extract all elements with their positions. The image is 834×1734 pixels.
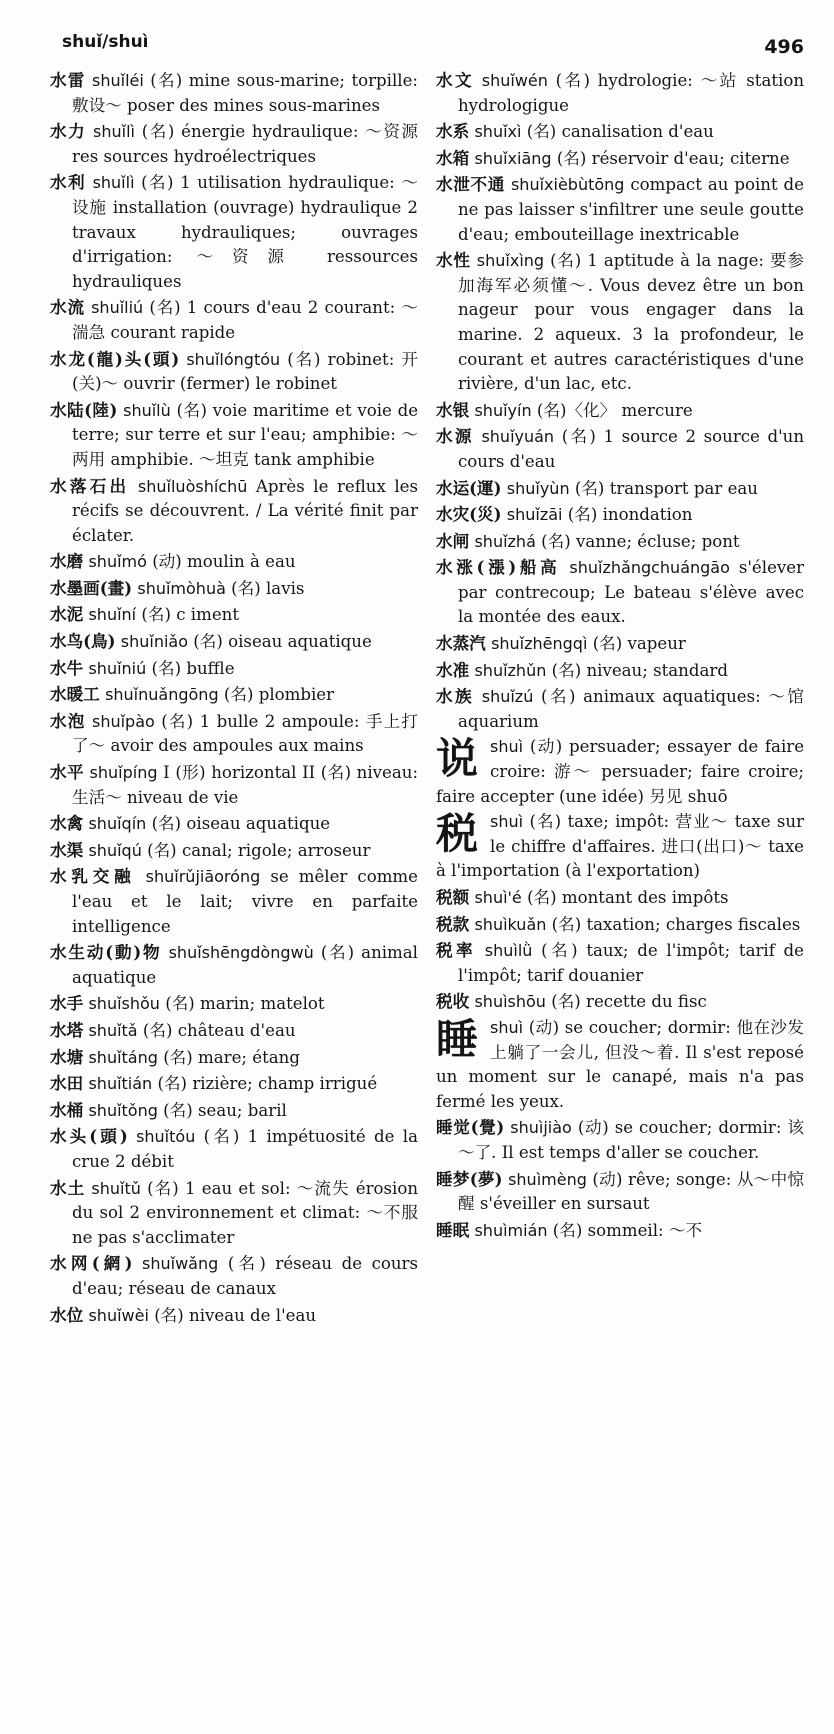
- dictionary-entry: [50, 119, 419, 169]
- entry-headword: 水涨(漲)船高: [436, 557, 561, 578]
- entry-definition: canalisation d'eau: [561, 122, 714, 142]
- entry-pinyin: shuǐtáng: [88, 1047, 158, 1067]
- entry-headword: 水塘: [50, 1046, 84, 1067]
- entry-headword: 水文: [436, 70, 475, 90]
- entry-part-of-speech: (名): [147, 1178, 179, 1198]
- entry-part-of-speech: (名)〈化〉: [536, 400, 617, 420]
- entry-part-of-speech: (名): [157, 1074, 188, 1094]
- entry-headword: 水牛: [50, 657, 84, 678]
- dictionary-entry: [436, 502, 804, 528]
- dictionary-entry: [50, 760, 419, 810]
- entry-definition: mine sous-marine; torpille: 敷设～ poser des mines sous-marines: [72, 71, 418, 115]
- entry-headword: 睡梦(夢): [436, 1168, 503, 1189]
- entry-headword: 水闸: [436, 530, 470, 551]
- entry-definition: transport par eau: [609, 478, 758, 498]
- entry-part-of-speech: (名): [163, 1100, 193, 1120]
- entry-definition: animaux aquatiques: ～馆 aquarium: [458, 687, 805, 731]
- entry-definition: horizontal II (名) niveau: 生活～ niveau de vie: [72, 763, 419, 807]
- entry-pinyin: shuǐléi: [92, 71, 144, 90]
- entry-part-of-speech: (名): [176, 400, 207, 420]
- dictionary-entry: [50, 811, 418, 837]
- dictionary-entry: [50, 398, 419, 473]
- entry-part-of-speech: (名): [541, 687, 576, 707]
- entry-headword: 水利: [50, 172, 86, 193]
- entry-part-of-speech: (名): [150, 71, 183, 90]
- entry-definition: 1 cours d'eau 2 courant: ～湍急 courant rapide: [72, 298, 418, 342]
- entry-definition: se coucher; dormir: 该～了. Il est temps d'aller se coucher.: [458, 1118, 805, 1162]
- entry-definition: robinet: 开(关)～ ouvrir (fermer) le robinet: [72, 349, 419, 394]
- entry-definition: rêve; songe: 从～中惊醒 s'éveiller en sursaut: [458, 1169, 805, 1214]
- entry-definition: compact au point de ne pas laisser s'infiltrer une seule goutte d'eau; embouteillage inextricable: [458, 175, 804, 244]
- entry-pinyin: shuǐmó: [88, 552, 147, 572]
- entry-headword: 水银: [436, 399, 470, 420]
- entry-headword: 水禽: [50, 813, 84, 834]
- entry-part-of-speech: (名): [165, 994, 195, 1014]
- entry-part-of-speech: (名): [541, 531, 571, 551]
- entry-pinyin: shuǐluòshíchū: [137, 476, 248, 496]
- entry-definition: niveau; standard: [586, 660, 728, 680]
- entry-pinyin: shuǐtǔ: [91, 1178, 141, 1198]
- entry-pinyin: shuǐxìng: [476, 251, 545, 271]
- entry-definition: moulin à eau: [187, 552, 296, 572]
- dictionary-entry: [436, 1167, 805, 1217]
- entry-headword: 水生动(動)物: [50, 942, 162, 963]
- entry-pinyin: shuǐzhǎngchuángāo: [569, 558, 730, 578]
- entry-pinyin: shuǐlóngtóu: [186, 349, 281, 369]
- dictionary-entry: [436, 68, 805, 118]
- entry-part-of-speech: (名): [561, 427, 596, 447]
- entry-part-of-speech: (名): [551, 660, 582, 680]
- entry-part-of-speech: (名): [556, 148, 587, 168]
- entry-pinyin: shuìmián: [474, 1220, 548, 1240]
- dictionary-entry: [436, 146, 804, 172]
- entry-pinyin: shuìlǜ: [484, 941, 533, 961]
- entry-headword: 水田: [50, 1073, 84, 1094]
- entry-part-of-speech: (名): [149, 298, 181, 318]
- entry-headword: 税款: [436, 913, 470, 934]
- entry-headword: 水性: [436, 250, 471, 271]
- entry-part-of-speech: (名): [193, 632, 223, 652]
- entry-definition: 1 utilisation hydraulique: ～设施 installation (ouvrage) hydraulique 2 travaux hydrauliques; ouvrages d'irrigation: ～资源 ressources hydrauliques: [72, 173, 418, 291]
- dictionary-entry: [50, 295, 418, 345]
- dictionary-entry: [436, 938, 805, 988]
- entry-headword: 水箱: [436, 147, 470, 168]
- entry-headword: 水泄不通: [436, 174, 506, 195]
- dictionary-entry: [50, 474, 418, 549]
- dictionary-entry: [50, 656, 418, 682]
- entry-part-of-speech: (名): [320, 943, 355, 963]
- entry-pinyin: shuǐpíng: [89, 763, 158, 783]
- entry-definition: sommeil: ～不: [587, 1220, 703, 1240]
- entry-headword: 水雷: [50, 70, 86, 90]
- entry-definition: château d'eau: [177, 1020, 296, 1040]
- dictionary-entry: [50, 991, 418, 1017]
- entry-pinyin: shuǐmòhuà: [137, 578, 226, 598]
- entry-part-of-speech: I (形): [163, 763, 206, 783]
- entry-definition: vapeur: [627, 634, 686, 654]
- entry-pinyin: shuì: [490, 1017, 524, 1037]
- entry-part-of-speech: (名): [541, 941, 578, 961]
- entry-headword: 水手: [50, 993, 84, 1014]
- entry-pinyin: shuǐpào: [91, 711, 155, 731]
- entry-headword: 水头(頭): [50, 1126, 128, 1147]
- dictionary-entry: [50, 602, 418, 628]
- dictionary-entry: [50, 1303, 418, 1329]
- dictionary-entry: [50, 549, 418, 575]
- entry-part-of-speech: (名): [151, 814, 182, 834]
- entry-headword: 水系: [436, 121, 470, 142]
- entry-pinyin: shuǐnuǎngōng: [105, 685, 219, 705]
- dictionary-entry: [436, 810, 804, 884]
- entry-headword: 水土: [50, 1177, 86, 1198]
- entry-headword: 税额: [436, 887, 470, 907]
- dictionary-entry: [50, 1018, 418, 1044]
- entry-part-of-speech: (动): [529, 737, 563, 757]
- entry-headword: 水灾(災): [436, 504, 502, 525]
- entry-pinyin: shuǐshǒu: [88, 994, 160, 1014]
- entry-pinyin: shuǐxì: [474, 122, 522, 142]
- entry-headword: 水暖工: [50, 684, 100, 705]
- entry-pinyin: shuǐqín: [88, 814, 147, 834]
- entry-headword: 水网(網): [50, 1253, 133, 1274]
- entry-part-of-speech: (名): [141, 173, 174, 193]
- entry-pinyin: shuǐqú: [88, 840, 142, 860]
- entry-part-of-speech: (名): [574, 478, 605, 498]
- dictionary-entry: [436, 529, 804, 555]
- entry-definition: taxe; impôt: 营业～ taxe sur le chiffre d'affaires. 进口(出口)～ taxe à l'importation (à l'exportation): [436, 812, 805, 881]
- entry-definition: canal; rigole; arroseur: [181, 840, 371, 860]
- entry-definition: taxation; charges fiscales: [586, 914, 801, 934]
- entry-pinyin: shuì: [490, 812, 524, 832]
- entry-definition: marin; matelot: [200, 994, 325, 1014]
- entry-headword: 水流: [50, 297, 85, 318]
- entry-part-of-speech: (名): [527, 888, 557, 907]
- entry-part-of-speech: (名): [551, 914, 582, 934]
- entry-pinyin: shuì: [490, 737, 524, 757]
- entry-part-of-speech: (名): [141, 605, 171, 625]
- entry-headword: 水力: [50, 121, 87, 142]
- entry-pinyin: shuǐtǎ: [88, 1020, 138, 1040]
- entry-definition: montant des impôts: [561, 888, 729, 907]
- entry-pinyin: shuì'é: [474, 888, 522, 907]
- dictionary-entry: [436, 658, 804, 684]
- entry-definition: seau; baril: [198, 1100, 287, 1120]
- entry-pinyin: shuǐlì: [93, 122, 135, 142]
- dictionary-entry: [50, 864, 418, 939]
- dictionary-entry: [436, 885, 804, 911]
- entry-headword: 水磨: [50, 551, 84, 572]
- dictionary-entry: [436, 1218, 804, 1244]
- entry-definition: se mêler comme l'eau et le lait; vivre en parfaite intelligence: [72, 867, 418, 936]
- entry-definition: recette du fisc: [586, 992, 707, 1012]
- entry-headword: 水源: [436, 426, 474, 447]
- entry-part-of-speech: (名): [567, 505, 598, 525]
- entry-headword: 水陆(陸): [50, 399, 118, 420]
- dictionary-entry: [50, 1124, 419, 1174]
- entry-pinyin: shuǐtǒng: [88, 1100, 158, 1120]
- entry-definition: 1 impétuosité de la crue 2 débit: [72, 1127, 419, 1171]
- dictionary-entry: [436, 989, 804, 1015]
- dictionary-entry: [50, 576, 418, 602]
- entry-headword: 水平: [50, 762, 84, 783]
- entry-definition: voie maritime et voie de terre; sur terre et sur l'eau; amphibie: ～两用 amphibie. ～坦克 tank amphibie: [72, 400, 419, 469]
- entry-pinyin: shuìjiào: [510, 1118, 572, 1138]
- entry-headword: 水族: [436, 686, 475, 707]
- entry-definition: se coucher; dormir: 他在沙发上躺了一会儿, 但没～着. Il s'est reposé un moment sur le canapé, mais n'a pas fermé les yeux.: [436, 1017, 805, 1111]
- entry-part-of-speech: (名): [227, 1254, 266, 1274]
- dictionary-entry: [50, 1071, 418, 1097]
- entry-part-of-speech: (名): [151, 658, 182, 678]
- entry-definition: oiseau aquatique: [228, 632, 372, 652]
- entry-part-of-speech: (名): [161, 711, 194, 731]
- dictionary-entry: [50, 170, 418, 294]
- entry-definition: 1 eau et sol: ～流失 érosion du sol 2 environnement et climat: ～不服 ne pas s'acclimater: [72, 1178, 419, 1247]
- dictionary-entry: [436, 735, 804, 809]
- running-head: shuǐ/shuì: [62, 32, 149, 52]
- entry-part-of-speech: (名): [526, 122, 557, 142]
- entry-headword: 税: [436, 809, 479, 859]
- entry-definition: mercure: [621, 400, 693, 420]
- dictionary-entry: [50, 629, 418, 655]
- dictionary-entry: [436, 1016, 804, 1114]
- entry-headword: 水蒸汽: [436, 633, 486, 654]
- entry-definition: réseau de cours d'eau; réseau de canaux: [72, 1254, 418, 1298]
- entry-pinyin: shuǐliú: [91, 298, 144, 318]
- entry-headword: 水泡: [50, 710, 86, 731]
- entry-pinyin: shuìkuǎn: [474, 914, 547, 934]
- entry-headword: 水墨画(畫): [50, 577, 133, 598]
- entry-part-of-speech: (动): [528, 1017, 560, 1037]
- entry-headword: 睡觉(覺): [436, 1117, 505, 1138]
- entry-definition: 1 aptitude à la nage: 要参加海军必须懂～. Vous devez être un bon nageur pour vous engager dans la marine. 2 aqueux. 3 la profondeur, le courant et autres caractéristiques d'une rivière, d'un lac, etc.: [458, 251, 804, 394]
- dictionary-entry: [436, 555, 805, 630]
- entry-headword: 睡: [436, 1014, 479, 1064]
- entry-headword: 税率: [436, 940, 477, 961]
- entry-headword: 水龙(龍)头(頭): [50, 348, 180, 369]
- entry-definition: vanne; écluse; pont: [575, 531, 740, 551]
- entry-pinyin: shuǐlì: [92, 173, 135, 193]
- entry-headword: 水位: [50, 1304, 84, 1325]
- entry-headword: 水桶: [50, 1099, 84, 1120]
- entry-definition: inondation: [602, 505, 693, 525]
- dictionary-entry: [436, 248, 804, 397]
- entry-definition: plombier: [258, 685, 335, 705]
- entry-part-of-speech: (名): [147, 840, 177, 860]
- dictionary-entry: [50, 1098, 418, 1124]
- entry-pinyin: shuǐzāi: [506, 505, 563, 525]
- dictionary-entry: [436, 631, 804, 657]
- entry-part-of-speech: (名): [142, 1020, 173, 1040]
- entry-part-of-speech: (动): [592, 1169, 623, 1189]
- entry-headword: 水泥: [50, 604, 84, 625]
- entry-pinyin: shuǐwén: [481, 71, 548, 90]
- entry-definition: persuader; essayer de faire croire: 游～ persuader; faire croire; faire accepter (une idée) 另见 shuō: [436, 737, 805, 806]
- entry-definition: buffle: [186, 658, 235, 678]
- page-number: 496: [764, 36, 804, 58]
- dictionary-entry: [436, 172, 804, 247]
- left-column: [50, 68, 418, 1329]
- entry-pinyin: shuǐzhēngqì: [491, 634, 588, 654]
- entry-definition: taux; de l'impôt; tarif de l'impôt; tarif douanier: [458, 941, 805, 985]
- entry-columns: [50, 68, 804, 1329]
- dictionary-entry: [50, 838, 418, 864]
- right-column: [436, 68, 804, 1329]
- entry-definition: hydrologie: ～站 station hydrologigue: [458, 71, 805, 115]
- dictionary-entry: [50, 1251, 418, 1301]
- entry-part-of-speech: (名): [231, 578, 261, 598]
- entry-headword: 水渠: [50, 839, 84, 860]
- entry-part-of-speech: (名): [592, 634, 623, 654]
- entry-part-of-speech: (动): [577, 1118, 609, 1138]
- dictionary-entry: [436, 119, 804, 145]
- entry-part-of-speech: (名): [163, 1047, 193, 1067]
- entry-headword: 睡眠: [436, 1219, 470, 1240]
- dictionary-entry: [50, 68, 418, 118]
- entry-headword: 水塔: [50, 1019, 84, 1040]
- entry-headword: 水运(運): [436, 477, 502, 498]
- entry-definition: Après le reflux les récifs se découvrent. / La vérité finit par éclater.: [72, 476, 418, 545]
- entry-part-of-speech: (名): [203, 1127, 240, 1147]
- dictionary-entry: [50, 347, 419, 397]
- entry-definition: réservoir d'eau; citerne: [591, 148, 790, 168]
- entry-pinyin: shuǐzhá: [474, 531, 536, 551]
- entry-definition: oiseau aquatique: [186, 814, 331, 834]
- dictionary-entry: [436, 912, 804, 938]
- entry-definition: 1 source 2 source d'un cours d'eau: [458, 427, 805, 471]
- entry-pinyin: shuǐxièbùtōng: [510, 175, 625, 195]
- entry-part-of-speech: (名): [555, 71, 590, 90]
- entry-headword: 税收: [436, 991, 470, 1012]
- entry-definition: 1 bulle 2 ampoule: 手上打了～ avoir des ampoules aux mains: [72, 711, 419, 756]
- entry-headword: 水鸟(鳥): [50, 631, 116, 652]
- entry-definition: c iment: [176, 605, 240, 625]
- entry-pinyin: shuǐniú: [88, 658, 147, 678]
- entry-pinyin: shuǐtóu: [136, 1127, 196, 1147]
- entry-part-of-speech: (名): [550, 251, 582, 271]
- entry-headword: 水落石出: [50, 475, 130, 496]
- dictionary-entry: [436, 424, 805, 474]
- dictionary-entry: [50, 1176, 419, 1251]
- dictionary-entry: [436, 476, 804, 502]
- entry-pinyin: shuǐyùn: [506, 478, 570, 498]
- entry-pinyin: shuǐwǎng: [142, 1254, 219, 1274]
- dictionary-entry: [50, 682, 418, 708]
- entry-pinyin: shuǐlù: [123, 400, 171, 420]
- entry-pinyin: shuìshōu: [474, 992, 546, 1012]
- entry-definition: énergie hydraulique: ～资源 res sources hydroélectriques: [72, 122, 419, 166]
- entry-definition: s'élever par contrecoup; Le bateau s'élève avec la montée des eaux.: [458, 558, 805, 627]
- entry-definition: animal aquatique: [72, 943, 418, 987]
- entry-pinyin: shuǐshēngdòngwù: [168, 943, 314, 963]
- entry-part-of-speech: (名): [552, 1220, 583, 1240]
- entry-pinyin: shuǐzú: [481, 687, 534, 707]
- entry-pinyin: shuǐxiāng: [474, 148, 552, 168]
- dictionary-entry: [50, 709, 419, 759]
- entry-pinyin: shuǐtián: [88, 1074, 153, 1094]
- dictionary-entry: [436, 398, 804, 424]
- page-header: [50, 30, 804, 68]
- entry-part-of-speech: (动): [152, 552, 182, 572]
- entry-definition: niveau de l'eau: [189, 1305, 317, 1325]
- entry-definition: rizière; champ irrigué: [192, 1074, 378, 1094]
- entry-part-of-speech: (名): [141, 122, 175, 142]
- entry-part-of-speech: (名): [154, 1305, 184, 1325]
- entry-part-of-speech: (名): [529, 812, 562, 832]
- entry-pinyin: shuǐniǎo: [120, 632, 189, 652]
- entry-definition: mare; étang: [198, 1047, 300, 1067]
- entry-pinyin: shuǐyuán: [481, 427, 555, 447]
- dictionary-entry: [50, 940, 418, 990]
- entry-pinyin: shuǐrǔjiāoróng: [145, 867, 261, 887]
- entry-pinyin: shuǐwèi: [88, 1305, 149, 1325]
- dictionary-entry: [436, 1115, 805, 1165]
- entry-pinyin: shuǐyín: [474, 400, 532, 420]
- entry-definition: lavis: [266, 578, 305, 598]
- entry-headword: 水乳交融: [50, 866, 136, 887]
- entry-headword: 水准: [436, 659, 470, 680]
- entry-pinyin: shuǐzhǔn: [474, 660, 547, 680]
- entry-part-of-speech: (名): [287, 349, 321, 369]
- entry-headword: 说: [436, 734, 479, 784]
- entry-part-of-speech: (名): [223, 685, 254, 705]
- entry-pinyin: shuìmèng: [508, 1169, 587, 1189]
- dictionary-entry: [50, 1045, 418, 1071]
- dictionary-entry: [436, 684, 805, 734]
- entry-pinyin: shuǐní: [88, 605, 137, 625]
- entry-part-of-speech: (名): [551, 992, 581, 1012]
